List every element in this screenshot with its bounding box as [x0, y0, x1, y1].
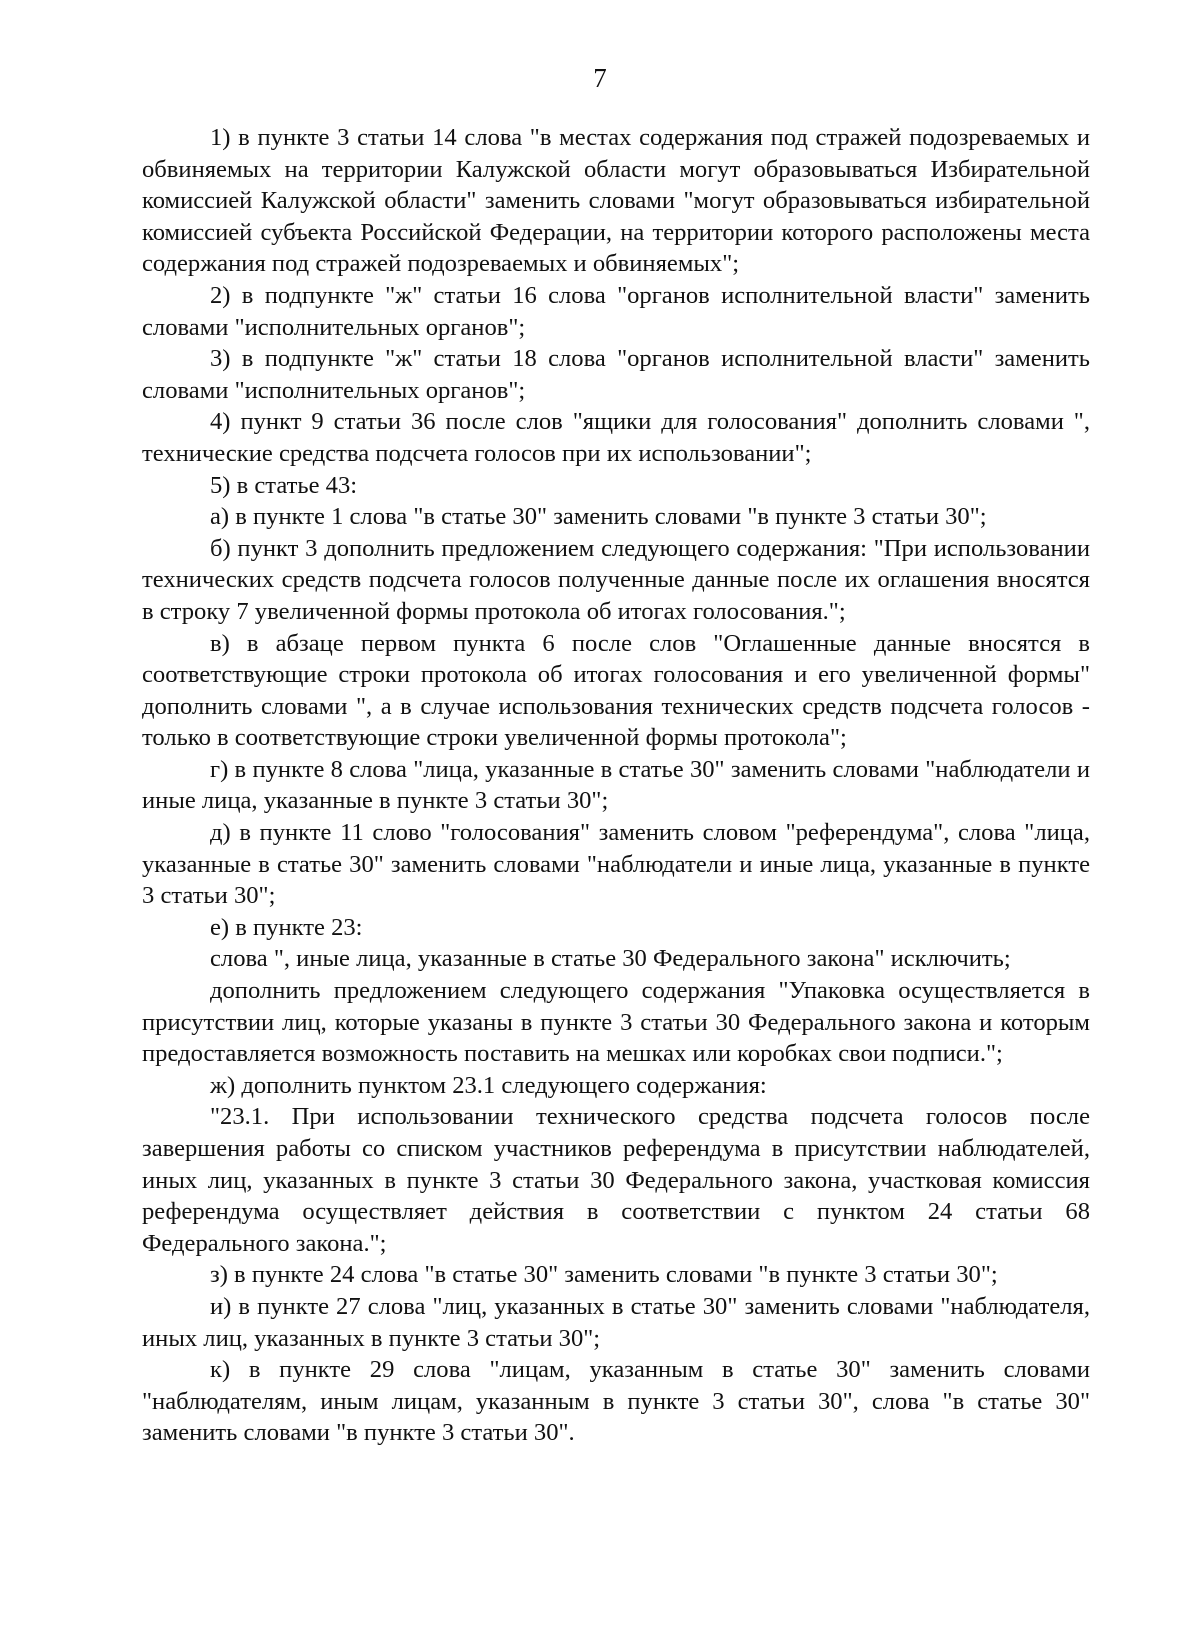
paragraph-5e-addition: дополнить предложением следующего содержания "Упаковка осуществляется в присутствии лиц, которые указаны в пункте 3 статьи 30 Федерального закона и которым предоставляется возможность поставить на мешках или коробках свои подписи."; [142, 977, 1090, 1068]
paragraph-5g: г) в пункте 8 слова "лица, указанные в статье 30" заменить словами "наблюдатели и иные лица, указанные в пункте 3 статьи 30"; [142, 755, 1090, 815]
page-number: 7 [593, 63, 607, 93]
paragraph-5i: и) в пункте 27 слова "лиц, указанных в статье 30" заменить словами "наблюдателя, иных лиц, указанных в пункте 3 статьи 30"; [142, 1292, 1090, 1352]
paragraph-5e-words: слова ", иные лица, указанные в статье 30 Федерального закона" исключить; [210, 945, 1011, 973]
paragraph-5d: д) в пункте 11 слово "голосования" заменить словом "референдума", слова "лица, указанные в статье 30" заменить словами "наблюдатели и иные лица, указанные в пункте 3 статьи 30"; [142, 819, 1090, 910]
paragraph-5z: з) в пункте 24 слова "в статье 30" заменить словами "в пункте 3 статьи 30"; [210, 1261, 998, 1289]
paragraph-4: 4) пункт 9 статьи 36 после слов "ящики для голосования" дополнить словами ", технические средства подсчета голосов при их использовании"; [142, 408, 1090, 467]
paragraph-3: 3) в подпункте "ж" статьи 18 слова "органов исполнительной власти" заменить словами "исполнительных органов"; [142, 345, 1090, 404]
document-body [142, 122, 1090, 1449]
paragraph-2: 2) в подпункте "ж" статьи 16 слова "органов исполнительной власти" заменить словами "исполнительных органов"; [142, 281, 1090, 341]
paragraph-5zh: ж) дополнить пунктом 23.1 следующего содержания: [210, 1071, 767, 1099]
paragraph-23-1: "23.1. При использовании технического средства подсчета голосов после завершения работы со списком участников референдума в присутствии наблюдателей, иных лиц, указанных в пункте 3 статьи 30 Федерального закона, участковая комиссия референдума осуществляет действия в соответствии с пунктом 24 статьи 68 Федерального закона."; [142, 1103, 1090, 1257]
paragraph-5b: б) пункт 3 дополнить предложением следующего содержания: "При использовании технических средств подсчета голосов полученные данные после их оглашения вносятся в строку 7 увеличенной формы протокола об итогах голосования."; [142, 534, 1090, 625]
paragraph-1: 1) в пункте 3 статьи 14 слова "в местах содержания под стражей подозреваемых и обвиняемых на территории Калужской области могут образовываться Избирательной комиссией Калужской области" заменить словами "могут образовываться избирательной комиссией субъекта Российской Федерации, на территории которого расположены места содержания под стражей подозреваемых и обвиняемых"; [142, 124, 1090, 278]
paragraph-5a: а) в пункте 1 слова "в статье 30" заменить словами "в пункте 3 статьи 30"; [210, 503, 987, 531]
paragraph-5: 5) в статье 43: [210, 471, 358, 499]
paragraph-5v: в) в абзаце первом пункта 6 после слов "Оглашенные данные вносятся в соответствующие строки протокола об итогах голосования и его увеличенной формы" дополнить словами ", а в случае использования технических средств подсчета голосов - только в соответствующие строки увеличенной формы протокола"; [142, 629, 1090, 752]
paragraph-5k: к) в пункте 29 слова "лицам, указанным в статье 30" заменить словами "наблюдателям, иным лицам, указанным в пункте 3 статьи 30", слова "в статье 30" заменить словами "в пункте 3 статьи 30". [142, 1356, 1090, 1447]
paragraph-5e: е) в пункте 23: [210, 913, 363, 941]
